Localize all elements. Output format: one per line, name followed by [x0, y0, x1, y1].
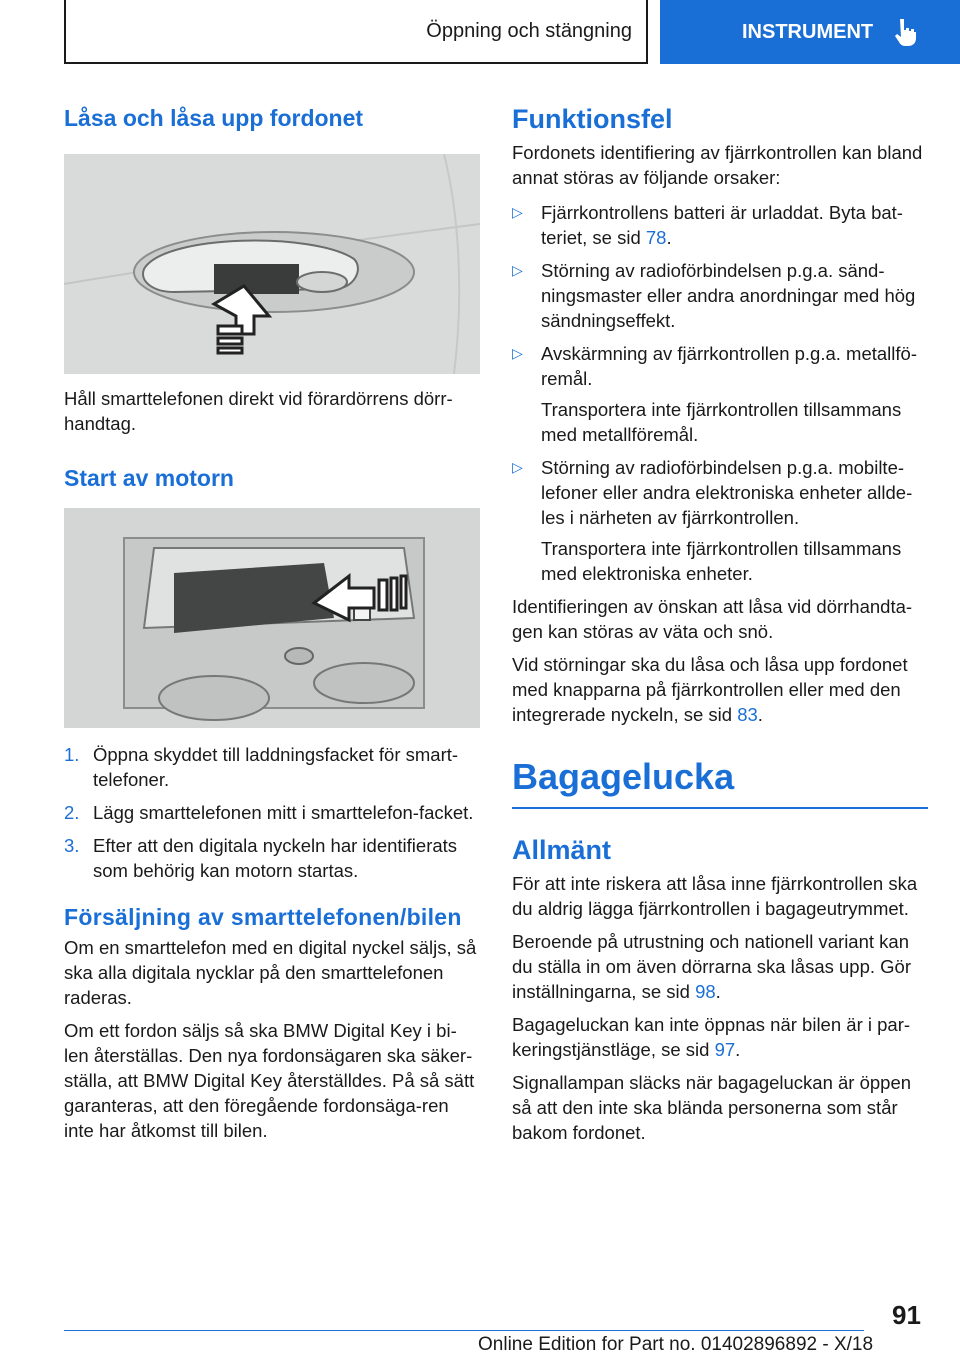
triangle-bullet-icon: ▷ [512, 459, 523, 475]
edition-footer: Online Edition for Part no. 01402896892 - X/18 [478, 1334, 874, 1355]
footer-divider [64, 1330, 864, 1331]
heading-engine-start: Start av motorn [64, 465, 234, 491]
step-number: 2. [64, 802, 80, 823]
chapter-label: INSTRUMENT [742, 20, 874, 43]
charging-tray-illustration [64, 508, 480, 728]
general-paragraph-1: För att inte riskera att låsa inne fjärrkontrollen ska du aldrig lägga fjärrkontrollen i bagageutrymmet. [512, 873, 918, 919]
section-title: Öppning och stängning [426, 19, 632, 42]
list-item [512, 258, 928, 333]
pointing-hand-icon [891, 17, 919, 47]
charging-tray-figure [64, 508, 480, 728]
general-paragraph-2: Beroende på utrustning och nationell variant kan du ställa in om även dörrarna ska låsas upp. Gör inställningarna, se sid 98. [512, 931, 911, 1002]
sale-paragraph-2: Om ett fordon säljs så ska BMW Digital Key i bi-len återställas. Den nya fordonsägaren ska säker-ställa, att BMW Digital Key återställdes. På så sätt garanteras, att den föregående fordonsäga-ren inte har åtkomst till bilen. [64, 1020, 475, 1141]
door-handle-illustration [64, 154, 480, 374]
right-column [512, 96, 928, 1145]
heading-sale: Försäljning av smarttelefonen/bilen [64, 904, 462, 930]
list-item [512, 200, 928, 250]
start-steps-list [64, 742, 480, 883]
heading-general: Allmänt [512, 835, 612, 865]
cause-remedy: Transportera inte fjärrkontrollen tillsammans med elektroniska enheter. [541, 538, 902, 584]
page-reference-link[interactable]: 97 [714, 1039, 736, 1060]
step-text: Efter att den digitala nyckeln har identifierats som behörig kan motorn startas. [93, 835, 458, 881]
general-paragraph-3: Bagageluckan kan inte öppnas när bilen är i par-keringstjänstläge, se sid 97. [512, 1014, 911, 1060]
heading-lock-unlock: Låsa och låsa upp fordonet [64, 105, 364, 131]
triangle-bullet-icon: ▷ [512, 345, 523, 361]
malfunction-paragraph-2: Identifieringen av önskan att låsa vid dörrhandta-gen kan störas av väta och snö. [512, 596, 913, 642]
page-reference-link[interactable]: 83 [737, 704, 758, 725]
left-column [64, 96, 480, 1143]
malfunction-causes-list [512, 200, 928, 586]
lock-instruction: Håll smarttelefonen direkt vid förardörrens dörr-handtag. [64, 388, 453, 434]
step-text: Lägg smarttelefonen mitt i smarttelefon-facket. [93, 802, 474, 823]
list-item [64, 800, 480, 825]
list-item [512, 341, 928, 447]
list-item [64, 742, 480, 792]
malfunction-paragraph-3: Vid störningar ska du låsa och låsa upp fordonet med knapparna på fjärrkontrollen eller med den integrerade nyckeln, se sid 83. [512, 654, 908, 725]
cause-remedy: Transportera inte fjärrkontrollen tillsammans med metallföremål. [541, 399, 902, 445]
step-text: Öppna skyddet till laddningsfacket för smart-telefoner. [93, 744, 459, 790]
general-paragraph-4: Signallampan släcks när bagageluckan är öppen så att den inte ska blända personerna som står bakom fordonet. [512, 1072, 912, 1143]
sale-paragraph-1: Om en smarttelefon med en digital nyckel säljs, så ska alla digitala nycklar på den smarttelefonen raderas. [64, 937, 477, 1008]
page-reference-link[interactable]: 98 [695, 981, 716, 1002]
step-number: 1. [64, 744, 80, 765]
malfunction-intro: Fordonets identifiering av fjärrkontrollen kan bland annat störas av följande orsaker: [512, 142, 923, 188]
page-number: 91 [892, 1300, 921, 1330]
step-number: 3. [64, 835, 80, 856]
chapter-tab[interactable] [660, 0, 960, 64]
cause-text: Avskärmning av fjärrkontrollen p.g.a. metallfö-remål. [541, 343, 917, 389]
heading-trunk-lid: Bagagelucka [512, 755, 928, 809]
triangle-bullet-icon: ▷ [512, 204, 523, 220]
header-section-title [64, 0, 648, 64]
page-reference-link[interactable]: 78 [645, 227, 667, 248]
door-handle-figure [64, 154, 480, 374]
triangle-bullet-icon: ▷ [512, 262, 523, 278]
cause-text: Störning av radioförbindelsen p.g.a. sänd-ningsmaster eller andra anordningar med hög sändningseffekt. [541, 260, 916, 331]
cause-text: Fjärrkontrollens batteri är urladdat. Byta bat-teriet, se sid 78. [541, 202, 903, 248]
list-item [64, 833, 480, 883]
list-item [512, 455, 928, 586]
heading-malfunction: Funktionsfel [512, 104, 673, 134]
cause-text: Störning av radioförbindelsen p.g.a. mobilte-lefoner eller andra elektroniska enheter allde-les i närheten av fjärrkontrollen. [541, 457, 913, 528]
